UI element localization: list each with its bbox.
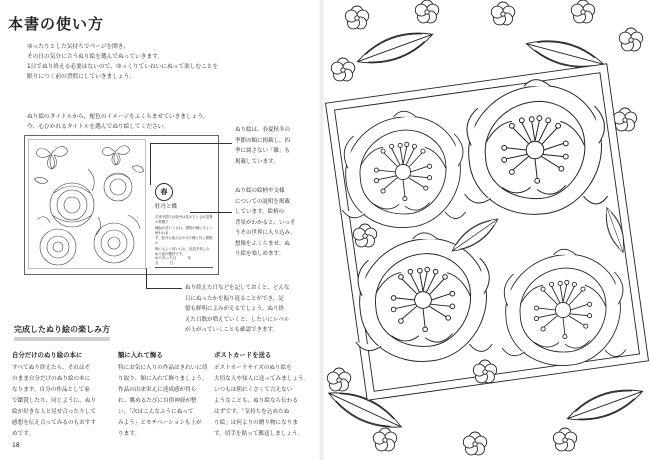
- fun-item-line: 特にお気に入りの作品はきれいに切: [118, 365, 208, 371]
- title-note-line: 今、心ひかれるタイトルを選んでぬり絵してください。: [27, 123, 170, 130]
- leader-line: [190, 212, 232, 213]
- fun-item-frame: [118, 350, 206, 440]
- callout-line: 背景がわかると、いっそ: [235, 219, 296, 226]
- callout-seasons: [235, 125, 290, 167]
- fun-item-line: めです。: [12, 431, 34, 437]
- flower-icon: [553, 428, 576, 451]
- leader-line: [146, 268, 147, 288]
- date-label: ぬりあった日: [155, 256, 177, 260]
- callout-explanation: [235, 186, 296, 260]
- sample-description: [155, 215, 213, 257]
- sample-desc-line: 柄にもよく用いられ、色彩を楽しむ: [155, 246, 210, 251]
- fun-item-line: 感想を伝え合ってみるのもおすす: [12, 420, 96, 426]
- callout-line: しています。絵柄の: [235, 209, 285, 215]
- flower-icon: [619, 28, 642, 51]
- date-year-label: 年: [187, 256, 192, 260]
- sample-desc-line: 古来中国では牡丹は花の王とされ富貴の象徴で: [155, 215, 213, 225]
- fun-item-line: はずです。「気持ちを込めたぬ: [214, 409, 290, 415]
- callout-line: 憶も鮮明によみがえるでしょう。ぬり終: [185, 306, 284, 312]
- flower-icon: [463, 432, 486, 455]
- leaf-icon: [564, 381, 647, 429]
- sample-page: [24, 135, 219, 275]
- fun-item-line: のまま自分だけのぬり絵の本に: [12, 376, 91, 382]
- fun-item-heading: 自分だけのぬり絵の本に: [12, 351, 83, 359]
- callout-line: ぬり終えた日などを記しておくと、どんな: [185, 285, 290, 291]
- callout-line: えた日数が増えていくと、したいにレベル: [185, 316, 290, 323]
- callout-line: 日にぬったかを振り返ることができ、記: [185, 295, 284, 302]
- intro-line: 1日でぬり終える必要はないので、ゆっくりていねいにぬって楽しむことを: [27, 64, 219, 70]
- camellia-coloring-artwork: [325, 0, 650, 460]
- leader-line: [150, 143, 232, 144]
- callout-line: 季に属さない「雑」も: [235, 148, 291, 154]
- callout-line: 掲載しています。: [235, 158, 279, 165]
- fun-item-line: すべてぬり終えたら、それはそ: [12, 365, 91, 371]
- peony-icon: [50, 183, 94, 227]
- callout-line: ぬり絵の絵柄や文様: [235, 188, 285, 194]
- peony-icon: [40, 229, 76, 265]
- fun-section-heading: 完成したぬり絵の楽しみ方: [14, 324, 110, 341]
- fun-item-book: [12, 350, 100, 440]
- sample-info-panel: [151, 139, 215, 269]
- leader-line: [150, 143, 151, 179]
- flower-icon: [415, 0, 438, 23]
- sample-desc-line: ぬり絵の題材です。: [155, 252, 186, 257]
- date-day-label: 日: [169, 261, 174, 265]
- intro-text: [27, 42, 292, 82]
- callout-line: 季節の順に掲載し、四: [235, 137, 291, 144]
- fun-item-line: ポストカードサイズのぬり絵を: [214, 365, 292, 371]
- fun-item-line: 作品の出来栄えに達成感が得ら: [118, 387, 197, 393]
- callout-line: 想像をふくらませ、ぬ: [235, 240, 290, 247]
- sample-desc-line: 縁起が良いとされ、着物の柄にもよく使われま: [155, 225, 213, 235]
- date-month-label: 月: [155, 261, 159, 265]
- butterfly-icon: [36, 146, 68, 169]
- flower-icon: [571, 0, 594, 23]
- flower-icon: [331, 58, 354, 81]
- page-number: 18: [12, 442, 20, 449]
- right-page: [325, 0, 650, 460]
- intro-line: ゆったりとした気持ちでページを開き、: [27, 44, 129, 50]
- callout-date-note: [185, 283, 290, 336]
- fun-item-line: れ、眺めるたびに自律神経が整: [118, 398, 197, 404]
- flower-icon: [373, 428, 396, 451]
- fun-item-line: なります。自分の作品として家: [12, 387, 90, 393]
- fun-item-line: 絵が好きな人と見せ合ったりして: [12, 409, 96, 415]
- leader-line: [150, 179, 151, 185]
- sample-desc-line: す。牡丹と組み合わせた蝶と共に着物の: [155, 236, 213, 246]
- fun-item-line: で鑑賞したり、同じように、ぬり: [12, 398, 96, 404]
- flower-icon: [327, 368, 350, 391]
- sample-date-field: [155, 256, 213, 268]
- leaf-icon: [354, 24, 437, 72]
- leader-line: [146, 288, 182, 289]
- fun-item-line: 大切な人や知人に送ってみましょう。: [214, 376, 310, 382]
- season-badge: 春: [155, 183, 173, 201]
- intro-line: その日の気分に合うぬり絵を選んでぬっていきます。: [27, 54, 164, 60]
- fun-item-line: ります。: [118, 431, 140, 437]
- book-gutter: [318, 0, 325, 460]
- callout-line: り絵を楽しめます。: [235, 251, 285, 257]
- peony-icon: [104, 173, 132, 201]
- intro-line: 眠りにつく前の習慣にしていきましょう。: [27, 74, 135, 80]
- fun-item-line: い、「次はこんなふうにぬって: [118, 409, 194, 415]
- fun-item-heading: ポストカードを送る: [214, 351, 272, 359]
- fun-item-line: ようなことも、ぬり絵なら伝わる: [214, 398, 298, 404]
- flower-icon: [491, 2, 514, 25]
- fun-item-line: り取り、額に入れて飾りましょう。: [118, 376, 208, 382]
- sample-peony-butterfly-illustration: [28, 139, 146, 269]
- fun-item-line: みよう」とモチベーションも上が: [118, 420, 202, 426]
- callout-line: が上がっていくことも確認できます。: [185, 327, 279, 333]
- flower-icon: [613, 108, 636, 131]
- callout-line: についての説明を掲載: [235, 198, 290, 205]
- butterfly-icon: [102, 146, 130, 165]
- title-note-line: ぬり絵のタイトルから、配色のイメージをふくらませていきましょう。: [27, 114, 209, 120]
- fun-item-postcard: [214, 350, 310, 440]
- callout-line: うその世界に入り込み、: [235, 230, 296, 236]
- sample-flower-title: 牡丹と蝶: [155, 204, 178, 210]
- fun-item-heading: 額に入れて飾る: [118, 351, 163, 359]
- flower-icon: [345, 6, 368, 29]
- left-page: [0, 0, 320, 460]
- page-title: 本書の使い方: [8, 15, 105, 33]
- fun-item-line: いつもは照れくさくて言えない: [214, 387, 293, 393]
- fun-item-line: り絵」は何よりの贈り物になりま: [214, 420, 298, 426]
- callout-line: ぬり絵は、春夏秋冬の: [235, 127, 291, 133]
- fun-item-line: す。切手を貼って郵送しましょう。: [214, 431, 304, 437]
